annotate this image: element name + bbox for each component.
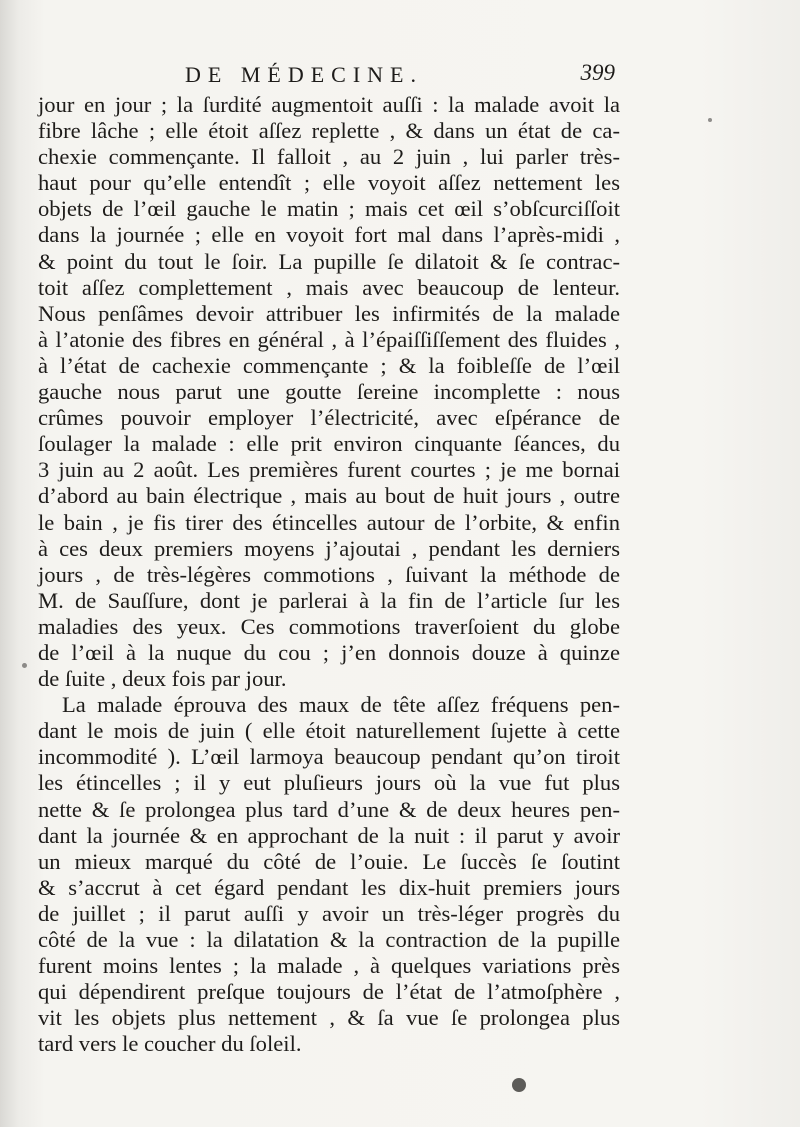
- text-line: M. de Sauſſure, dont je parlerai à la fin de l’article ſur les: [38, 587, 620, 613]
- text-line: jours , de très-légères commotions , ſuivant la méthode de: [38, 561, 620, 587]
- text-line: crûmes pouvoir employer l’électricité, avec eſpérance de: [38, 405, 620, 431]
- text-line: vit les objets plus nettement , & ſa vue ſe prolongea plus: [38, 1005, 620, 1031]
- text-line: jour en jour ; la ſurdité augmentoit auſſi : la malade avoit la: [38, 92, 620, 117]
- text-line: La malade éprouva des maux de tête aſſez fréquens pen-: [62, 692, 620, 718]
- text-line: maladies des yeux. Ces commotions traverſoient du globe: [38, 613, 620, 639]
- text-line: & s’accrut à cet égard pendant les dix-huit premiers jours: [38, 874, 620, 900]
- running-head: DE MÉDECINE.: [185, 62, 423, 87]
- text-line: de l’œil à la nuque du cou ; j’en donnois douze à quinze: [38, 639, 620, 665]
- text-line: objets de l’œil gauche le matin ; mais cet œil s’obſcurciſſoit: [38, 196, 620, 222]
- text-line: dans la journée ; elle en voyoit fort mal dans l’après-midi ,: [38, 222, 620, 248]
- text-line: nette & ſe prolongea plus tard d’une & de deux heures pen-: [38, 796, 620, 822]
- text-line: furent moins lentes ; la malade , à quelques variations près: [38, 953, 620, 979]
- text-line: gauche nous parut une goutte ſereine incomplette : nous: [38, 379, 620, 405]
- text-line: à l’état de cachexie commençante ; & la foibleſſe de l’œil: [38, 352, 620, 378]
- text-line: 3 juin au 2 août. Les premières furent courtes ; je me bornai: [38, 457, 620, 483]
- ink-spot: [708, 118, 712, 122]
- text-line: à ces deux premiers moyens j’ajoutai , pendant les derniers: [38, 535, 620, 561]
- text-line: un mieux marqué du côté de l’ouie. Le ſuccès ſe ſoutint: [38, 848, 620, 874]
- text-line: qui dépendirent preſque toujours de l’état de l’atmoſphère ,: [38, 979, 620, 1005]
- text-line: le bain , je fis tirer des étincelles autour de l’orbite, & enfin: [38, 509, 620, 535]
- text-line: toit aſſez complettement , mais avec beaucoup de lenteur.: [38, 274, 620, 300]
- body-text: [38, 92, 620, 1057]
- text-line: fibre lâche ; elle étoit aſſez replette , & dans un état de ca-: [38, 118, 620, 144]
- page-number: 399: [580, 60, 615, 85]
- text-line: de ſuite , deux fois par jour.: [38, 666, 287, 692]
- text-line: dant la journée & en approchant de la nuit : il parut y avoir: [38, 822, 620, 848]
- text-line: tard vers le coucher du ſoleil.: [38, 1031, 302, 1057]
- paragraph: [38, 92, 620, 692]
- text-line: Nous penſâmes devoir attribuer les infirmités de la malade: [38, 300, 620, 326]
- text-line: haut pour qu’elle entendît ; elle voyoit aſſez nettement les: [38, 170, 620, 196]
- text-line: & point du tout le ſoir. La pupille ſe dilatoit & ſe contrac-: [38, 248, 620, 274]
- text-line: chexie commençante. Il falloit , au 2 juin , lui parler très-: [38, 144, 620, 170]
- paragraph: [38, 692, 620, 1057]
- text-line: à l’atonie des fibres en général , à l’épaiſſiſſement des fluides ,: [38, 326, 620, 352]
- page-header: [185, 58, 615, 94]
- ink-spot: [512, 1078, 526, 1092]
- text-line: de juillet ; il parut auſſi y avoir un très-léger progrès du: [38, 900, 620, 926]
- text-line: incommodité ). L’œil larmoya beaucoup pendant qu’on tiroit: [38, 744, 620, 770]
- ink-spot: [22, 663, 27, 668]
- text-line: dant le mois de juin ( elle étoit naturellement ſujette à cette: [38, 718, 620, 744]
- text-line: ſoulager la malade : elle prit environ cinquante ſéances, du: [38, 431, 620, 457]
- text-line: côté de la vue : la dilatation & la contraction de la pupille: [38, 927, 620, 952]
- text-line: les étincelles ; il y eut pluſieurs jours où la vue fut plus: [38, 770, 620, 796]
- text-line: d’abord au bain électrique , mais au bout de huit jours , outre: [38, 483, 620, 509]
